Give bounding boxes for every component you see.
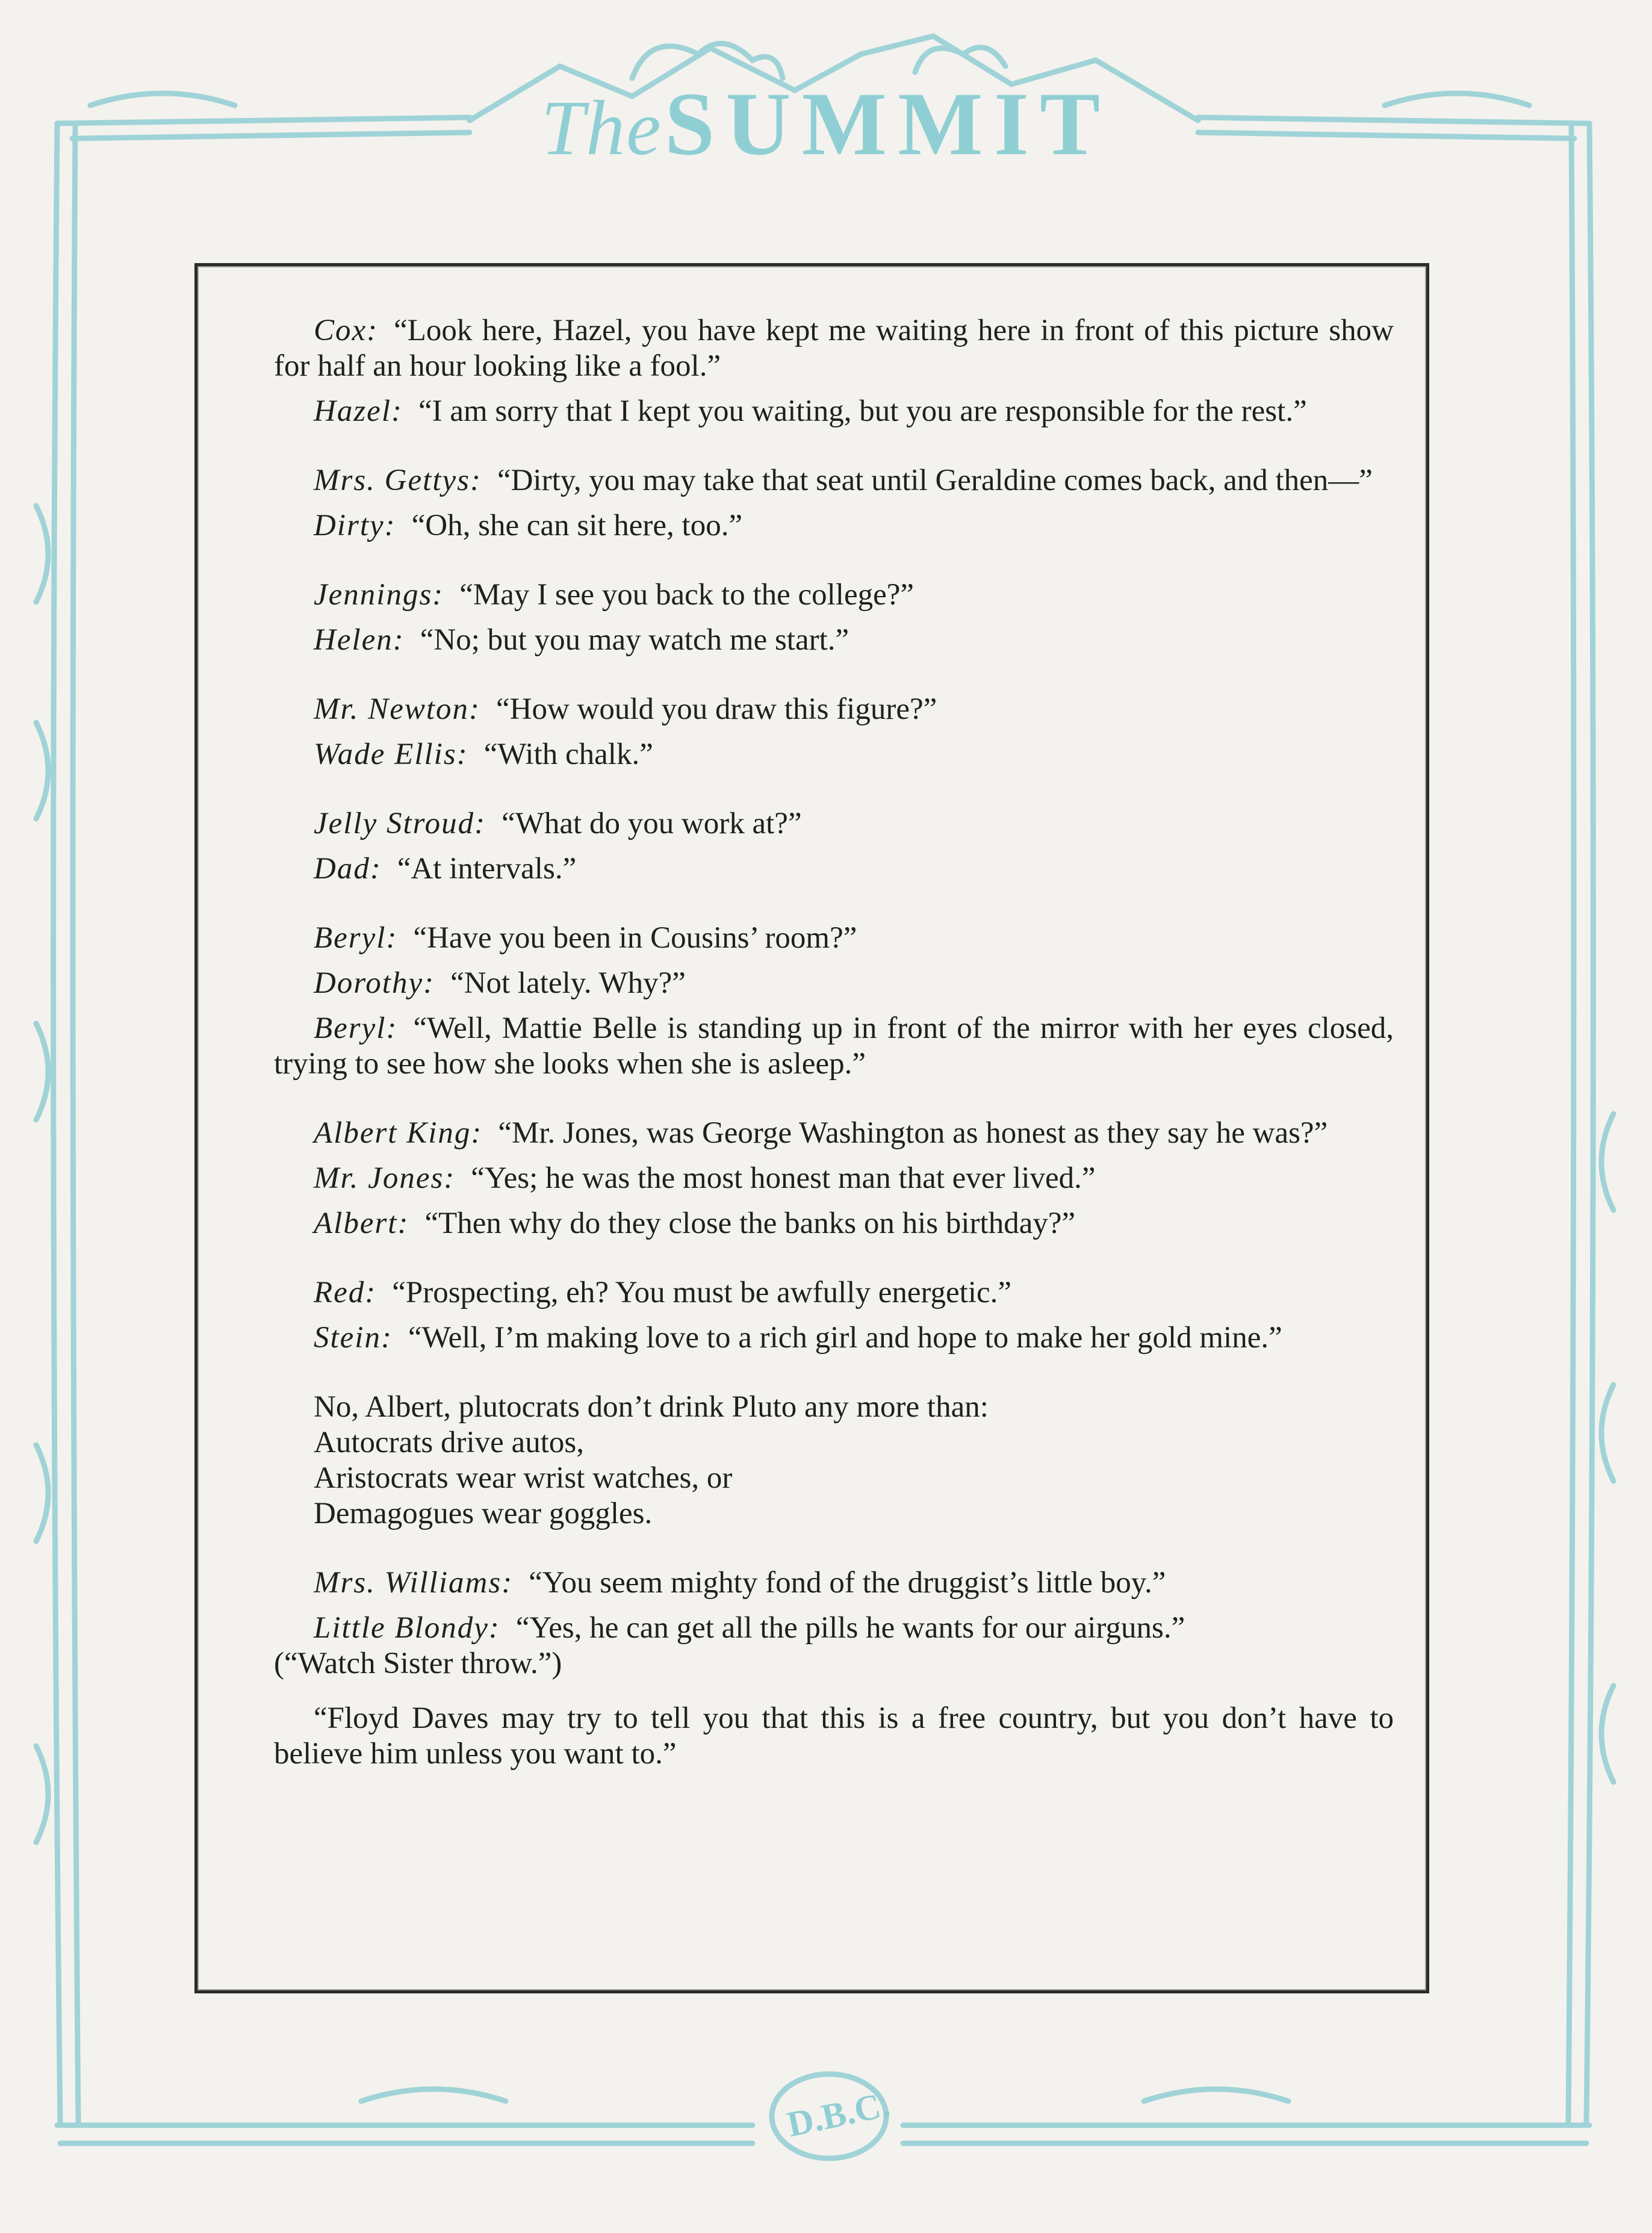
- pluto-line: Autocrats drive autos,: [314, 1426, 584, 1459]
- speaker-name: Stein:: [314, 1321, 393, 1355]
- dialogue-text: “At intervals.”: [397, 852, 577, 886]
- dialogue-text: “I am sorry that I kept you waiting, but you are responsible for the rest.”: [418, 394, 1307, 428]
- dialogue-line: [274, 692, 1394, 727]
- dialogue-line: [274, 806, 1394, 842]
- dialogue-text: “Prospecting, eh? You must be awfully energetic.”: [392, 1276, 1012, 1309]
- dialogue-line: [274, 313, 1394, 384]
- dialogue-line: [274, 1320, 1394, 1356]
- dialogue-line: [274, 921, 1394, 956]
- dialogue-text: “With chalk.”: [483, 738, 653, 771]
- speaker-name: Wade Ellis:: [314, 738, 468, 771]
- speaker-name: Mr. Jones:: [314, 1161, 456, 1195]
- pluto-line: Aristocrats wear wrist watches, or: [314, 1461, 733, 1495]
- speaker-name: Jennings:: [314, 578, 444, 612]
- speaker-name: Little Blondy:: [314, 1611, 500, 1645]
- speaker-name: Helen:: [314, 623, 405, 657]
- dialogue-text: “Then why do they close the banks on his birthday?”: [424, 1207, 1076, 1240]
- speaker-name: Mrs. Williams:: [314, 1566, 514, 1600]
- watch-sister-line: (“Watch Sister throw.”): [274, 1647, 562, 1680]
- closing-paragraph: “Floyd Daves may try to tell you that this is a free country, but you don’t have to believe him unless you want to.”: [274, 1701, 1394, 1771]
- speaker-name: Albert:: [314, 1207, 409, 1240]
- dialogue-line: [274, 1206, 1394, 1241]
- speaker-name: Beryl:: [314, 921, 398, 955]
- speaker-name: Mr. Newton:: [314, 692, 480, 726]
- monogram: D.B.C.: [783, 2084, 893, 2144]
- dialogue-line: [274, 508, 1394, 544]
- dialogue-text: “Mr. Jones, was George Washington as honest as they say he was?”: [498, 1116, 1328, 1150]
- masthead-the: The: [541, 85, 662, 172]
- masthead-title: SUMMIT: [664, 74, 1111, 174]
- speaker-name: Mrs. Gettys:: [314, 464, 482, 497]
- jokes-content: [274, 313, 1394, 1772]
- dialogue-text: “Oh, she can sit here, too.”: [411, 509, 743, 542]
- dialogue-line: [274, 1610, 1394, 1646]
- dialogue-text: “Dirty, you may take that seat until Geraldine comes back, and then—”: [497, 464, 1373, 497]
- dialogue-text: “Well, Mattie Belle is standing up in front of the mirror with her eyes closed, trying to see how she looks when she is asleep.”: [274, 1011, 1394, 1081]
- speaker-name: Beryl:: [314, 1011, 398, 1045]
- speaker-name: Dirty:: [314, 509, 396, 542]
- dialogue-line: [274, 1161, 1394, 1196]
- dialogue-text: “Well, I’m making love to a rich girl and hope to make her gold mine.”: [408, 1321, 1282, 1355]
- pluto-line: No, Albert, plutocrats don’t drink Pluto any more than:: [314, 1390, 989, 1424]
- dialogue-text: “You seem mighty fond of the druggist’s little boy.”: [529, 1566, 1166, 1600]
- dialogue-text: “Have you been in Cousins’ room?”: [413, 921, 857, 955]
- speaker-name: Red:: [314, 1276, 377, 1309]
- dialogue-text: “Yes, he can get all the pills he wants for our airguns.”: [515, 1611, 1185, 1645]
- dialogue-text: “Not lately. Why?”: [450, 966, 686, 1000]
- dialogue-line: [274, 1275, 1394, 1311]
- dialogue-line: [274, 1011, 1394, 1082]
- speaker-name: Dad:: [314, 852, 382, 886]
- dialogue-text: “What do you work at?”: [502, 807, 802, 840]
- speaker-name: Jelly Stroud:: [314, 807, 486, 840]
- speaker-name: Hazel:: [314, 394, 403, 428]
- dialogue-text: “How would you draw this figure?”: [496, 692, 937, 726]
- dialogue-line: [274, 1565, 1394, 1601]
- dialogue-line: [274, 851, 1394, 887]
- dialogue-line: [274, 966, 1394, 1001]
- dialogue-text: “Look here, Hazel, you have kept me waiting here in front of this picture show for half an hour looking like a fool.”: [274, 314, 1394, 383]
- dialogue-line: [274, 1116, 1394, 1151]
- pluto-line: Demagogues wear goggles.: [314, 1497, 653, 1530]
- dialogue-text: “May I see you back to the college?”: [459, 578, 914, 612]
- masthead: [0, 72, 1652, 176]
- speaker-name: Cox:: [314, 314, 379, 347]
- speaker-name: Dorothy:: [314, 966, 435, 1000]
- dialogue-line: [274, 463, 1394, 498]
- dialogue-text: “No; but you may watch me start.”: [420, 623, 849, 657]
- dialogue-line: [274, 737, 1394, 772]
- speaker-name: Albert King:: [314, 1116, 483, 1150]
- dialogue-line: [274, 623, 1394, 658]
- dialogue-line: [274, 577, 1394, 613]
- dialogue-line: [274, 394, 1394, 429]
- dialogue-text: “Yes; he was the most honest man that ever lived.”: [471, 1161, 1096, 1195]
